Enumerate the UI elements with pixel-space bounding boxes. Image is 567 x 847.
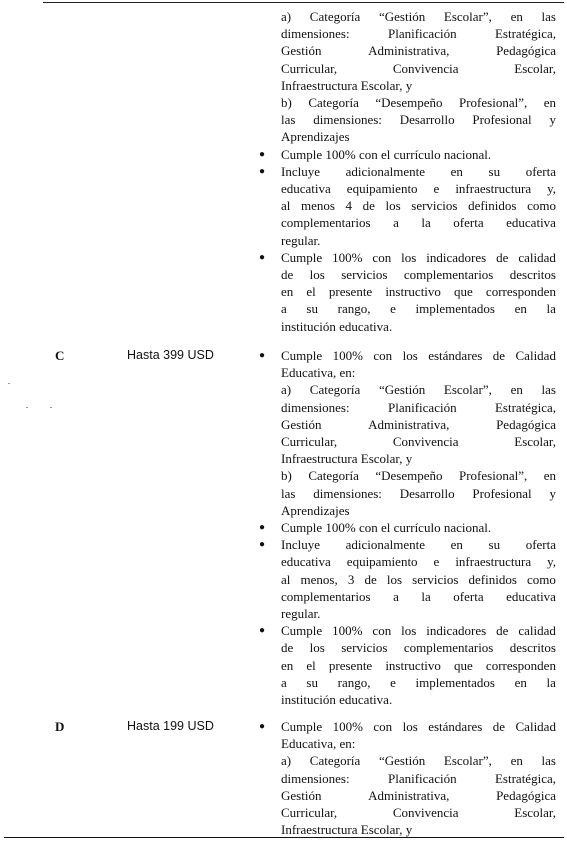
text-line: en el presente instructivo que corresponden [281, 284, 556, 300]
text-line: institución educativa. [281, 692, 393, 708]
text-line: Educativa, en: [281, 736, 356, 752]
bullet-icon: ● [259, 721, 266, 732]
text-line: Curricular, Convivencia Escolar, [281, 434, 556, 450]
text-line: dimensiones: Planificación Estratégica, [281, 770, 556, 786]
text-line: educativa equipamiento e infraestructura y, [281, 181, 556, 197]
text-line: en el presente instructivo que corresponden [281, 657, 556, 673]
text-line: de los servicios complementarios descritos [281, 267, 556, 283]
text-line: a su rango, e implementados en la [281, 301, 556, 317]
text-line: Incluye adicionalmente en su oferta [281, 163, 556, 179]
text-line: Gestión Administrativa, Pedagógica [281, 416, 556, 432]
text-line: Educativa, en: [281, 365, 356, 381]
bullet-icon: ● [259, 539, 266, 551]
text-line: Cumple 100% con los indicadores de calidad [281, 249, 556, 265]
text-line: Curricular, Convivencia Escolar, [281, 805, 556, 821]
text-line: dimensiones: Planificación Estratégica, [281, 399, 556, 415]
rank-cell: C [55, 348, 65, 363]
bullet-list-item [259, 249, 556, 335]
criteria-cell [259, 347, 556, 708]
text-line: al menos, 3 de los servicios definidos como [281, 571, 556, 587]
text-line: b) Categoría “Desempeño Profesional”, en [281, 95, 556, 111]
text-line: a su rango, e implementados en la [281, 674, 556, 690]
price-cell: Hasta 199 USD [127, 719, 214, 733]
text-line: Aprendizajes [281, 502, 350, 518]
text-line: Infraestructura Escolar, y [281, 451, 413, 467]
price-cell: Hasta 399 USD [127, 348, 214, 362]
bullet-icon: ● [259, 148, 266, 160]
bullet-icon: ● [259, 251, 266, 263]
text-line: Cumple 100% con los estándares de Calidad [281, 348, 556, 363]
text-line: al menos 4 de los servicios definidos como [281, 198, 556, 214]
bullet-list-item [259, 163, 556, 249]
table-bottom-border [4, 837, 564, 838]
text-line: Infraestructura Escolar, y [281, 822, 413, 838]
text-line: de los servicios complementarios descritos [281, 640, 556, 656]
text-line: Curricular, Convivencia Escolar, [281, 60, 556, 76]
bullet-list-item [259, 622, 556, 708]
bullet-list-item [259, 536, 556, 622]
text-line: a) Categoría “Gestión Escolar”, en las [281, 9, 556, 24]
text-line: regular. [281, 232, 321, 248]
text-line: las dimensiones: Desarrollo Profesional y [281, 112, 556, 128]
text-line: Cumple 100% con los estándares de Calidad [281, 719, 556, 734]
bullet-icon: ● [259, 165, 266, 177]
text-line: Gestión Administrativa, Pedagógica [281, 787, 556, 803]
text-line: regular. [281, 606, 321, 622]
text-line: dimensiones: Planificación Estratégica, [281, 26, 556, 42]
text-line: Cumple 100% con el currículo nacional. [281, 520, 492, 536]
text-line: Gestión Administrativa, Pedagógica [281, 43, 556, 59]
text-line: b) Categoría “Desempeño Profesional”, en [281, 468, 556, 484]
bullet-list-item [259, 519, 556, 536]
text-line: a) Categoría “Gestión Escolar”, en las [281, 382, 556, 398]
bullet-list-item [259, 347, 556, 519]
bullet-icon: ● [259, 350, 266, 361]
bullet-list-item [259, 718, 556, 838]
text-line: educativa equipamiento e infraestructura y, [281, 554, 556, 570]
text-line: Aprendizajes [281, 129, 350, 145]
scan-speck [50, 407, 52, 408]
table-top-border [43, 2, 564, 3]
text-line: institución educativa. [281, 318, 393, 334]
text-line: las dimensiones: Desarrollo Profesional y [281, 485, 556, 501]
text-line: complementarios a la oferta educativa [281, 215, 556, 231]
scan-speck [8, 383, 10, 384]
text-line: Incluye adicionalmente en su oferta [281, 537, 556, 553]
text-line: Cumple 100% con los indicadores de calidad [281, 623, 556, 639]
rank-cell: D [55, 719, 65, 734]
text-line: complementarios a la oferta educativa [281, 588, 556, 604]
scan-speck [26, 407, 28, 408]
text-line: Infraestructura Escolar, y [281, 77, 413, 93]
criteria-paragraph [281, 8, 556, 146]
criteria-cell [259, 718, 556, 838]
text-line: Cumple 100% con el currículo nacional. [281, 146, 492, 162]
bullet-list-item [259, 146, 556, 163]
bullet-icon: ● [259, 522, 266, 534]
text-line: a) Categoría “Gestión Escolar”, en las [281, 753, 556, 769]
criteria-cell [259, 8, 556, 335]
bullet-icon: ● [259, 625, 266, 637]
